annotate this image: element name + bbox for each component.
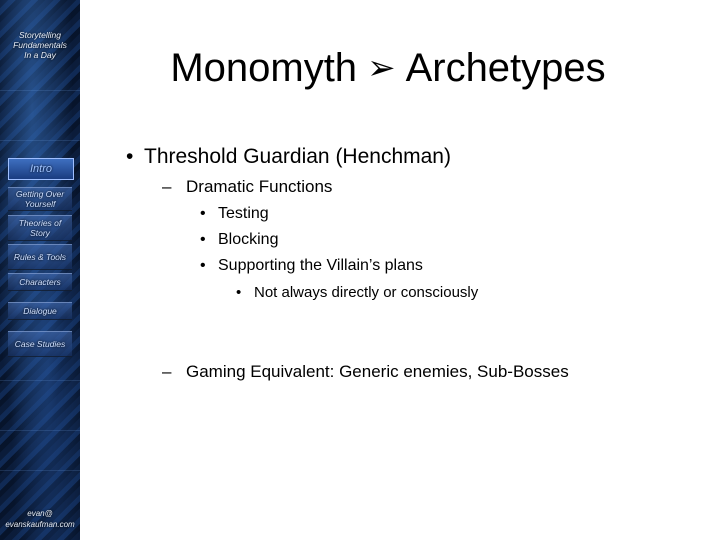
nav-characters-label: Characters	[19, 277, 61, 287]
nested-list-item-text: Not always directly or consciously	[254, 284, 479, 301]
dash-icon: –	[162, 362, 172, 381]
nav-case-studies-label: Case Studies	[14, 339, 66, 349]
nav-intro-label: Intro	[29, 163, 52, 175]
navigation-sidebar	[0, 0, 80, 540]
list-item	[200, 257, 423, 275]
nav-case-studies[interactable]	[8, 331, 72, 357]
list-item	[200, 231, 278, 249]
nav-theories-of-story-label: Theories of Story	[18, 218, 62, 238]
dash-icon: –	[162, 177, 172, 196]
nav-rules-tools[interactable]	[8, 244, 72, 270]
title-right: Archetypes	[405, 46, 606, 90]
sub-bullet-dramatic-functions	[162, 177, 332, 197]
bullet-icon: •	[200, 205, 206, 222]
list-item-text: Blocking	[218, 231, 279, 248]
brand-title: Storytelling Fundamentals In a Day	[13, 30, 67, 60]
sub-bullet-gaming-equivalent	[162, 362, 569, 382]
nav-dialogue-label: Dialogue	[23, 306, 57, 316]
contact-email[interactable]: evan@ evanskaufman.com	[5, 509, 75, 529]
sub-bullet-text: Gaming Equivalent: Generic enemies, Sub-Bosses	[186, 362, 569, 381]
arrow-bullet-icon: ➢	[367, 49, 396, 87]
nested-list-item	[236, 284, 478, 301]
nav-characters[interactable]	[8, 273, 72, 291]
list-item-text: Supporting the Villain’s plans	[218, 257, 423, 274]
list-item	[200, 205, 269, 223]
list-item-text: Testing	[218, 205, 269, 222]
nav-intro[interactable]	[8, 158, 74, 180]
nav-getting-over-yourself-label: Getting Over Yourself	[15, 189, 65, 209]
bullet-icon: •	[126, 145, 134, 168]
main-bullet-text: Threshold Guardian (Henchman)	[144, 145, 451, 168]
nav-theories-of-story[interactable]	[8, 215, 72, 241]
sub-bullet-text: Dramatic Functions	[186, 177, 333, 196]
nav-getting-over-yourself[interactable]	[8, 187, 72, 211]
nav-rules-tools-label: Rules & Tools	[13, 252, 67, 262]
bullet-icon: •	[200, 231, 206, 248]
bullet-icon: •	[200, 257, 206, 274]
bullet-icon: •	[236, 284, 242, 301]
title-left: Monomyth	[170, 46, 358, 90]
nav-dialogue[interactable]	[8, 302, 72, 320]
main-bullet	[126, 145, 451, 169]
slide-title	[88, 42, 688, 96]
